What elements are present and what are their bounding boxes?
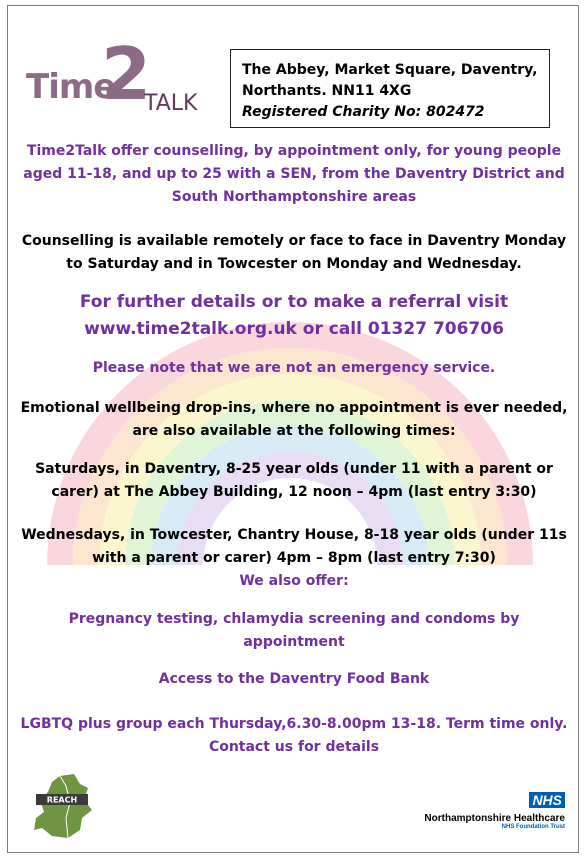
nhs-org-name: Northamptonshire Healthcare (424, 813, 565, 824)
wednesday-dropin: Wednesdays, in Towcester, Chantry House, 8-18 year olds (under 11s with a parent or carer) 4pm – 8pm (last entry 7:30) (21, 527, 567, 566)
intro-text: Time2Talk offer counselling, by appointment only, for young people aged 11-18, and up to 25 with a SEN, from the Daventry District and South Northamptonshire areas (23, 143, 565, 205)
nhs-trust-name: NHS Foundation Trust (501, 824, 565, 830)
availability-text: Counselling is available remotely or face to face in Daventry Monday to Saturday and in Towcester on Monday and Wednesday. (21, 233, 567, 272)
logo-time: Time (26, 67, 116, 107)
reach-logo (30, 772, 100, 842)
contact-line: Contact us for details (208, 739, 380, 755)
foodbank-service: Access to the Daventry Food Bank (158, 671, 430, 687)
pregnancy-service: Pregnancy testing, chlamydia screening and condoms by appointment (68, 611, 520, 650)
address-line-1: The Abbey, Market Square, Daventry, (242, 62, 538, 78)
referral-line-1: For further details or to make a referral visit (79, 292, 509, 312)
referral-line-2[interactable]: www.time2talk.org.uk or call 01327 706706 (84, 319, 504, 339)
lgbtq-group: LGBTQ plus group each Thursday,6.30-8.00pm 13-18. Term time only. (20, 716, 568, 732)
logo-talk: TALK (144, 91, 198, 116)
address-box (230, 49, 550, 128)
referral-block (14, 289, 574, 343)
dropins-intro: Emotional wellbeing drop-ins, where no appointment is ever needed, are also available at the following times: (20, 400, 568, 439)
emergency-note: Please note that we are not an emergency service. (92, 360, 496, 376)
nhs-badge: NHS (529, 792, 565, 808)
charity-number: Registered Charity No: 802472 (242, 104, 485, 120)
address-line-2: Northants. NN11 4XG (242, 83, 412, 99)
reach-text: REACH (46, 795, 78, 805)
nhs-logo (405, 790, 565, 830)
also-offer-heading: We also offer: (239, 573, 349, 589)
saturday-dropin: Saturdays, in Daventry, 8-25 year olds (under 11 with a parent or carer) at The Abbey Building, 12 noon – 4pm (last entry 3:30) (35, 461, 553, 500)
logo-two: 2 (101, 32, 152, 116)
time2talk-logo (26, 32, 216, 120)
